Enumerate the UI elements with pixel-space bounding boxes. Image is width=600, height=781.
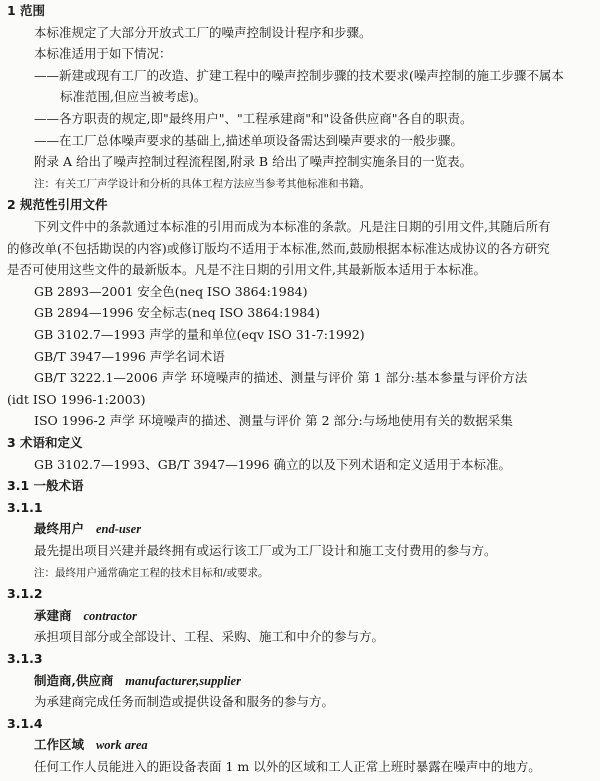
section-1-bullet: ——新建或现有工厂的改造、扩建工程中的噪声控制步骤的技术要求(噪声控制的施工步骤不属本: [34, 67, 564, 83]
section-1-bullet-continuation: 标准范围,但应当被考虑)。: [60, 89, 207, 105]
term-english: work area: [95, 738, 148, 753]
term-entry: [34, 520, 141, 538]
reference-item: GB 2894—1996 安全标志(neq ISO 3864:1984): [34, 305, 320, 321]
reference-item-continuation: (idt ISO 1996-1:2003): [7, 391, 146, 407]
section-1-note: 注：有关工厂声学设计和分析的具体工程方法应当参考其他标准和书籍。: [34, 177, 370, 190]
term-english: manufacturer,supplier: [125, 673, 241, 688]
section-1-bullet: ——各方职责的规定,即"最终用户"、"工程承建商"和"设备供应商"各自的职责。: [34, 111, 473, 126]
section-1-paragraph: 附录 A 给出了噪声控制过程流程图,附录 B 给出了噪声控制实施条目的一览表。: [34, 154, 473, 170]
clause-number: 3.1.1: [7, 499, 43, 515]
term-chinese: 制造商,供应商: [34, 672, 114, 688]
reference-item: GB/T 3222.1—2006 声学 环境噪声的描述、测量与评价 第 1 部分:基本参量与评价方法: [34, 370, 528, 386]
term-entry: [34, 672, 241, 690]
term-entry: [34, 607, 137, 625]
clause-number: 3.1.3: [7, 651, 43, 666]
reference-item: GB 2893—2001 安全色(neq ISO 3864:1984): [34, 283, 308, 299]
term-english: end-user: [95, 522, 142, 537]
section-1-paragraph: 本标准规定了大部分开放式工厂的噪声控制设计程序和步骤。: [34, 24, 372, 40]
term-definition: 任何工作人员能进入的距设备表面 1 m 以外的区域和工人正常上班时暴露在噪声中的地方。: [34, 759, 541, 774]
reference-item: ISO 1996-2 声学 环境噪声的描述、测量与评价 第 2 部分:与场地使用有关的数据采集: [34, 413, 513, 429]
clause-number: 3.1.4: [7, 715, 43, 731]
section-2-heading: 2 规范性引用文件: [7, 197, 108, 213]
section-2-paragraph: 是否可使用这些文件的最新版本。凡是不注日期的引用文件,其最新版本适用于本标准。: [7, 262, 486, 278]
term-note: 注：最终用户通常确定工程的技术目标和/或要求。: [34, 566, 269, 579]
section-2-paragraph: 下列文件中的条款通过本标准的引用而成为本标准的条款。凡是注日期的引用文件,其随后所有: [34, 219, 551, 234]
section-1-paragraph: 本标准适用于如下情况：: [34, 46, 172, 62]
reference-item: GB/T 3947—1996 声学名词术语: [34, 348, 225, 364]
section-3-intro: GB 3102.7—1993、GB/T 3947—1996 确立的以及下列术语和定义适用于本标准。: [34, 456, 511, 472]
clause-number: 3.1.2: [7, 586, 43, 602]
term-english: contractor: [83, 608, 137, 623]
term-definition: 为承建商完成任务而制造或提供设备和服务的参与方。: [34, 694, 335, 710]
subsection-heading: 3.1 一般术语: [7, 478, 84, 494]
term-chinese: 承建商: [34, 607, 72, 623]
term-chinese: 工作区域: [34, 737, 85, 753]
term-definition: 最先提出项目兴建并最终拥有或运行该工厂或为工厂设计和施工支付费用的参与方。: [34, 543, 497, 558]
section-2-paragraph: 的修改单(不包括勘误的内容)或修订版均不适用于本标准,然而,鼓励根据本标准达成协议的各方研究: [7, 240, 550, 256]
term-definition: 承担项目部分或全部设计、工程、采购、施工和中介的参与方。: [34, 629, 385, 645]
reference-item: GB 3102.7—1993 声学的量和单位(eqv ISO 31-7:1992): [34, 327, 365, 342]
section-3-heading: 3 术语和定义: [7, 435, 83, 450]
term-entry: [34, 736, 148, 754]
term-chinese: 最终用户: [34, 521, 85, 537]
section-1-heading: 1 范围: [7, 3, 46, 18]
section-1-bullet: ——在工厂总体噪声要求的基础上,描述单项设备需达到噪声要求的一般步骤。: [34, 132, 463, 148]
